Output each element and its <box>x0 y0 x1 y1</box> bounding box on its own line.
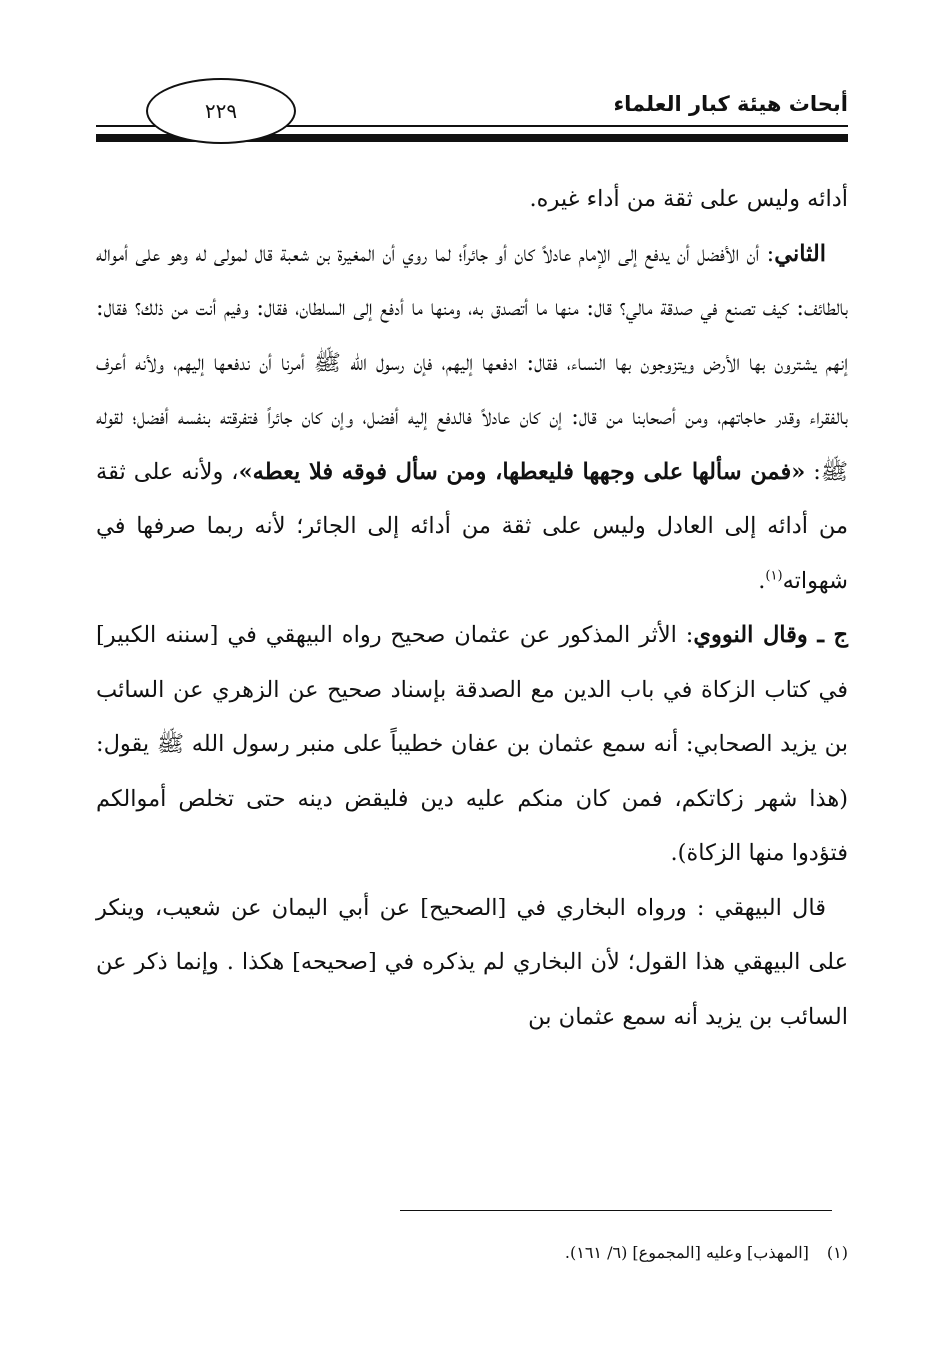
footnote-rule <box>400 1210 832 1211</box>
page-header <box>96 70 848 154</box>
page-number: ٢٢٩ <box>204 99 238 123</box>
paragraph-3-lead: ج ـ وقال النووي <box>693 622 849 648</box>
paragraph-2-text-a: : أن الأفضل أن يدفع إلى الإمام عادلاً كان أو جائراً؛ لما روي أن المغيرة بن شعبة قال لمولى له وهو على أمواله بالطائف: كيف تصنع في صدقة مالي؟ قال: منها ما أتصدق به، ومنها ما أدفع إلى السلطان، فقال: وفيم أنت من ذلك؟ فقال: إنهم يشترون بها الأرض ويتزوجون بها النساء، فقال: ادفعها إليهم، فإن رسول الله ﷺ أمرنا أن ندفعها إليهم، ولأنه أعرف بالفقراء وقدر حاجاتهم، ومن أصحابنا من قال: إن كان عادلاً فالدفع إليه أفضل، وإن كان جائراً فتفرقته بنفسه أفضل؛ لقوله ﷺ: <box>96 240 849 485</box>
paragraph-3-text: : الأثر المذكور عن عثمان صحيح رواه البيهقي في [سننه الكبير] في كتاب الزكاة في باب الدين مع الصدقة بإسناد صحيح عن الزهري عن السائب بن يزيد الصحابي: أنه سمع عثمان بن عفان خطيباً على منبر رسول الله ﷺ يقول: (هذا شهر زكاتكم، فمن كان منكم عليه دين فليقض دينه حتى تخلص أموالكم فتؤدوا منها الزكاة). <box>96 622 848 866</box>
footnote <box>96 1240 848 1266</box>
hadith-quote: «فمن سألها على وجهها فليعطها، ومن سأل فوقه فلا يعطه» <box>238 458 806 485</box>
paragraph-2-lead: الثاني <box>774 240 826 267</box>
paragraph-2-text-b: ، ولأنه على ثقة من أدائه إلى العادل وليس على ثقة من أدائه إلى الجائر؛ لأنه ربما صرفها في شهواته <box>96 458 848 594</box>
footnote-marker: (١) <box>826 1243 848 1262</box>
paragraph-3 <box>96 608 848 881</box>
paragraph-2-end: . <box>758 567 766 594</box>
footnote-text: [المهذب] وعليه [المجموع] (٦/ ١٦١). <box>564 1243 809 1262</box>
body-text <box>96 172 848 1044</box>
footnote-reference: (١) <box>765 568 783 583</box>
paragraph-1: أدائه وليس على ثقة من أداء غيره. <box>529 186 848 212</box>
running-title: أبحاث هيئة كبار العلماء <box>613 92 848 116</box>
paragraph-2 <box>96 227 848 609</box>
page-number-oval <box>146 78 296 144</box>
paragraph-4: قال البيهقي : ورواه البخاري في [الصحيح] عن أبي اليمان عن شعيب، وينكر على البيهقي هذا القول؛ لأن البخاري لم يذكره في [صحيحه] هكذا . وإنما ذكر عن السائب بن يزيد أنه سمع عثمان بن <box>96 894 848 1030</box>
